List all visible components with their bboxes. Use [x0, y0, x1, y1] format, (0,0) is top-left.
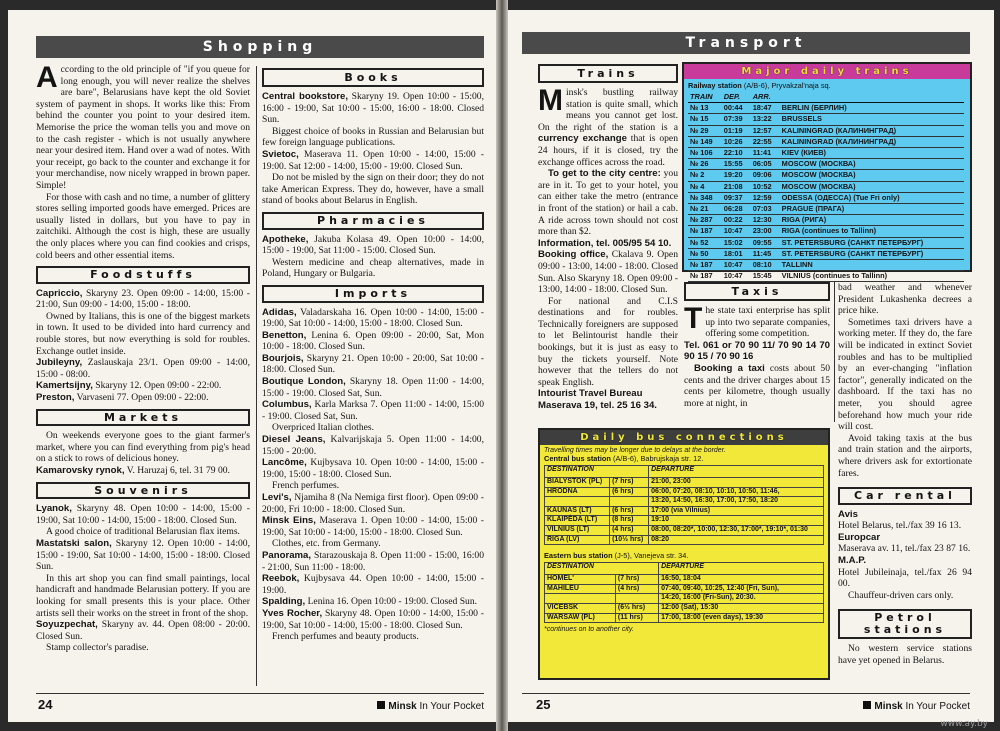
souvenirs-heading: Souvenirs [36, 482, 250, 500]
table-cell: MOSCOW (МОСКВА) [780, 181, 964, 192]
table-row [545, 613, 824, 623]
car-rental-heading: Car rental [838, 487, 972, 505]
table-row [688, 159, 964, 170]
table-cell: DEP. [722, 92, 751, 103]
major-trains-title: Major daily trains [684, 64, 970, 79]
kamertsijny-entry: Kamertsijny, Skaryny 12. Open 09:00 - 22:00. [36, 380, 222, 392]
table-row [688, 271, 964, 282]
table-cell: 11:45 [751, 248, 780, 259]
table-cell: 17:00 (via Vilnius) [649, 506, 824, 516]
table-row [545, 506, 824, 516]
table-cell: (4 hrs) [615, 584, 658, 594]
adidas-entry: Adidas, Valadarskaha 16. Open 10:00 - 14:00, 15:00 - 19:00, Sat 10:00 - 14:00, 15:00 - 18:00. Closed Sun. [262, 306, 484, 330]
mastatski-entry: Mastatski salon, Skaryny 12. Open 10:00 - 14:00, 15:00 - 19:00, Sat 10:00 - 14:00, 15:00 - 18:00. Closed Sun. [36, 537, 250, 573]
table-row [545, 497, 824, 507]
table-cell: 19:10 [649, 516, 824, 526]
table-cell: 01:19 [722, 125, 751, 136]
table-cell: KLAIPĖDA (LT) [545, 516, 610, 526]
table-header-row [545, 563, 824, 575]
yves-rocher-entry: Yves Rocher, Skaryny 48. Open 10:00 - 14:00, 15:00 - 19:00, Sat 10:00 - 14:00, 15:00 - 18:00. Closed Sun. [262, 607, 484, 631]
bus-box [538, 428, 830, 680]
taxi-cont-1: bad weather and whenever President Lukashenka decrees a price hike. [838, 282, 972, 317]
table-cell: 06:28 [722, 204, 751, 215]
table-header-row [545, 466, 824, 478]
svietoc-entry: Svietoc, Maserava 11. Open 10:00 - 14:00, 15:00 - 19:00. Sat 12:00 - 14:00, 15:00 - 19:00. Closed Sun. [262, 148, 484, 172]
table-cell: 06:05 [751, 159, 780, 170]
table-row [545, 487, 824, 497]
eastern-bus-table [544, 562, 824, 623]
info-tel: Information, tel. 005/95 54 10. [538, 237, 672, 249]
table-cell: 18:47 [751, 103, 780, 114]
table-cell [545, 497, 610, 507]
table-cell: DEPARTURE [659, 563, 824, 575]
lancome-entry: Lancôme, Kujbysava 10. Open 10:00 - 14:00, 15:00 - 19:00, 15:00 - 18:00. Closed Sun. [262, 457, 484, 480]
table-cell: TALLINN [780, 260, 964, 271]
destination-header: DESTINATION [545, 563, 659, 575]
apotheke-desc: Western medicine and cheap alternatives, made in Poland, Hungary or Bulgaria. [262, 256, 484, 280]
intourist-name: Intourist Travel Bureau [538, 388, 643, 400]
table-cell: 08:20 [649, 535, 824, 545]
intro-paragraph-2: For those with cash and no time, a number of glittery stores selling imported goods have emerged. Prices are usually listed in dollars, but you have to pay in zaitchiki. Although the cost is high, these are usually the only places where you can find cookies and crisps, cold beers and other essential items. [36, 191, 250, 261]
table-cell: 22:55 [751, 136, 780, 147]
watermark: www.ay.by [940, 719, 988, 729]
avis-name: Avis [838, 508, 858, 520]
central-bookstore-entry: Central bookstore, Skaryny 19. Open 10:00 - 15:00, 16:00 - 19:00, Sat 10:00 - 15:00, 16:00 - 18:00. Closed Sun. [262, 91, 484, 126]
page-number: 25 [536, 697, 551, 712]
table-row [688, 260, 964, 271]
table-cell: 12:59 [751, 192, 780, 203]
table-row [545, 603, 824, 613]
table-cell: KAUNAS (LT) [545, 506, 610, 516]
taxi-cont-3: Avoid taking taxis at the bus and train station and the airports, where drivers ask for extortionate fares. [838, 432, 972, 479]
brand-square-icon [377, 701, 385, 709]
table-cell: KIEV (КИЕВ) [780, 148, 964, 159]
lyanok-entry: Lyanok, Skaryny 48. Open 10:00 - 14:00, 15:00 - 19:00, Sat 10:00 - 14:00, 15:00 - 18:00. Closed Sun. [36, 503, 250, 526]
dropcap-a: A [36, 61, 58, 94]
table-header-row [688, 92, 964, 103]
trains-column [538, 64, 678, 412]
column-divider [256, 66, 257, 686]
table-cell: 10:26 [722, 136, 751, 147]
table-cell: № 13 [688, 103, 722, 114]
table-cell: 09:37 [722, 192, 751, 203]
table-cell: BIALYSTOK (PL) [545, 478, 610, 488]
table-cell: 07:03 [751, 204, 780, 215]
taxis-continued-column [838, 282, 972, 667]
table-cell: RIGA (continues to Tallinn) [780, 226, 964, 237]
table-cell: VILNIUS (continues to Tallinn) [780, 271, 964, 282]
svietoc-desc: Do not be misled by the sign on their door; they do not take American Express. They do, however, have a small stand of books about Belarus in English. [262, 172, 484, 207]
table-row [545, 535, 824, 545]
taxi-divider [834, 282, 835, 422]
table-cell: № 26 [688, 159, 722, 170]
table-cell: KALININGRAD (КАЛИНИНГРАД) [780, 125, 964, 136]
trains-intro: Minsk's bustling railway station is quite small, which means you cannot get lost. On the right of the station is a currency exchange that is open 24 hours, if it is closed, try the exchange offices across the road. [538, 84, 678, 168]
table-cell: № 348 [688, 192, 722, 203]
bourjois-entry: Bourjois, Skaryny 21. Open 10:00 - 20:00, Sat 10:00 - 18:00. Closed Sun. [262, 352, 484, 376]
markets-heading: Markets [36, 409, 250, 427]
table-row [545, 478, 824, 488]
table-cell: BERLIN (БЕРЛИН) [780, 103, 964, 114]
kamarovsky-entry: Kamarovsky rynok, V. Haruzaj 6, tel. 31 79 00. [36, 465, 230, 476]
booking-office-entry: Booking office, Ckalava 9. Open 09:00 - 13:00, 14:00 - 18:00. Closed Sun. Also Skaryny 18. Open 09:00 - 13:00, 14:00 - 18:00. Closed Sun. [538, 249, 678, 296]
table-cell [545, 594, 616, 604]
table-cell: MAHILEU [545, 584, 616, 594]
shopping-right-column [262, 68, 484, 643]
central-bus-table [544, 465, 824, 545]
table-cell: PRAGUE (ПРАГА) [780, 204, 964, 215]
footer-rule [36, 693, 484, 694]
table-row [545, 594, 824, 604]
table-cell: 18:01 [722, 248, 751, 259]
table-row [688, 103, 964, 114]
table-row [688, 181, 964, 192]
petrol-text: No western service stations have yet opened in Belarus. [838, 643, 972, 667]
table-row [688, 192, 964, 203]
markets-desc: On weekends everyone goes to the giant farmer's market, where you can find everything from pig's head on a stick to rows of delicious honey. [36, 430, 250, 465]
table-cell: (11 hrs) [615, 613, 658, 623]
table-cell: TRAIN [688, 92, 722, 103]
table-cell: 15:02 [722, 237, 751, 248]
table-cell: 00:44 [722, 103, 751, 114]
preston-entry: Preston, Varvaseni 77. Open 09:00 - 22:00. [36, 392, 209, 404]
table-cell: 08:10 [751, 260, 780, 271]
table-row [688, 226, 964, 237]
table-cell: WARSAW (PL) [545, 613, 616, 623]
table-cell: 08:00, 08:20*, 10:00, 12:30, 17:00*, 19:10*, 01:30 [649, 525, 824, 535]
trains-heading: Trains [538, 64, 678, 83]
footer-rule [522, 693, 970, 694]
map-info: Hotel Jubileinaja, tel./fax 26 94 00. [838, 566, 972, 590]
taxi-booking: Booking a taxi costs about 50 cents and the driver charges about 15 cents per kilometre, though usually more at night, in [684, 362, 830, 409]
reebok-entry: Reebok, Kujbysava 44. Open 10:00 - 14:00, 15:00 - 19:00. [262, 573, 484, 596]
table-cell [615, 594, 658, 604]
table-cell: № 2 [688, 170, 722, 181]
europcar-info: Maserava av. 11, tel./fax 23 87 16. [838, 543, 971, 555]
transport-banner: Transport [522, 32, 970, 54]
table-cell: 10:47 [722, 260, 751, 271]
lyanok-desc: A good choice of traditional Belarusian flax items. [46, 526, 240, 538]
table-cell: 16:50, 18:04 [659, 575, 824, 585]
taxi-cont-2: Sometimes taxi drivers have a working meter. If they do, the fare will be indicated in extinct Soviet roubles and has to be multiplied by an ever-changing "inflation factor", generally indicated on the dashboard. If the taxi has no meter, you should agree beforehand how much your ride will cost. [838, 316, 972, 433]
map-desc: Chauffeur-driven cars only. [848, 589, 954, 601]
table-cell: 15:55 [722, 159, 751, 170]
jubileyny-entry: Jubileyny, Zaslauskaja 23/1. Open 09:00 - 14:00, 15:00 - 08:00. [36, 357, 250, 380]
city-centre-para: To get to the city centre: you are in it. To get to your hotel, you can either take the metro (entrance in front of the station) or hail a cab. A ride across town should not cost more than $2. [538, 168, 678, 238]
table-cell: 10:47 [722, 271, 751, 282]
books-heading: Books [262, 68, 484, 87]
table-row [545, 525, 824, 535]
table-cell: 14:20, 16:00 (Fri-Sun), 20:30. [659, 594, 824, 604]
central-station-line: Central bus station (A/B-6), Babrujskaja str. 12. [544, 454, 704, 463]
table-row [688, 125, 964, 136]
table-cell: 13:20, 14:50, 16:30, 17:00, 17:50, 18:20 [649, 497, 824, 507]
soyuzpechat-entry: Soyuzpechat, Skaryny av. 44. Open 08:00 - 20:00. Closed Sun. [36, 619, 250, 642]
table-cell: № 4 [688, 181, 722, 192]
footer-brand: Minsk In Your Pocket [377, 701, 484, 712]
capriccio-desc: Owned by Italians, this is one of the biggest markets in town. It used to be divided into hard currency and rouble stores, but now everything is sold for roubles. Exchange outlet inside. [36, 310, 250, 357]
table-cell: ARR. [751, 92, 780, 103]
spalding-entry: Spalding, Lenina 16. Open 10:00 - 19:00. Closed Sun. [262, 596, 478, 608]
soyuzpechat-desc: Stamp collector's paradise. [46, 642, 149, 654]
table-cell: 19:20 [722, 170, 751, 181]
table-cell: ODESSA (ОДЕССА) (Tue Fri only) [780, 192, 964, 203]
intro-paragraph: According to the old principle of "if you queue for long enough, you will never realize the shelves are bare", Belarusians have kept the old Soviet system of payment in shops. It works like this: From behind the counter you point to your desired item. Memorise the price the woman tells you and move on to the cash register - which is not usually anywhere near your desired item. Hand over a wad of notes. With your receipt, go back to the counter and exchange it for your merchandise, now nicely wrapped in brown paper. Simple! [36, 61, 250, 191]
minsk-eins-desc: Clothes, etc. from Germany. [272, 538, 381, 550]
table-cell: № 52 [688, 237, 722, 248]
table-cell: 12:00 (Sat), 15:30 [659, 603, 824, 613]
table-cell [610, 497, 649, 507]
table-cell: (6½ hrs) [615, 603, 658, 613]
table-cell: 00:22 [722, 215, 751, 226]
taxis-column [684, 282, 830, 409]
table-cell: 15:45 [751, 271, 780, 282]
table-cell: № 15 [688, 114, 722, 125]
table-cell: HRODNA [545, 487, 610, 497]
table-row [688, 136, 964, 147]
table-cell: 11:41 [751, 148, 780, 159]
book-gutter [496, 0, 508, 731]
table-row [688, 148, 964, 159]
bus-footnote: *continues on to another city. [544, 626, 634, 634]
table-cell: ST. PETERSBURG (САНКТ ПЕТЕРБУРГ) [780, 248, 964, 259]
major-trains-box [682, 62, 972, 281]
table-cell: № 149 [688, 136, 722, 147]
table-row [545, 584, 824, 594]
table-row [688, 237, 964, 248]
minsk-eins-entry: Minsk Eins, Maserava 1. Open 10:00 - 14:00, 15:00 - 19:00, Sat 10:00 - 14:00, 15:00 - 18:00. Closed Sun. [262, 515, 484, 538]
table-cell: № 187 [688, 226, 722, 237]
yves-rocher-desc: French perfumes and beauty products. [272, 631, 419, 643]
bus-note: Travelling times may be longer due to delays at the border. [544, 447, 726, 454]
table-row [688, 114, 964, 125]
table-row [545, 575, 824, 585]
table-cell: № 287 [688, 215, 722, 226]
columbus-entry: Columbus, Karla Marksa 7. Open 11:00 - 14:00, 15:00 - 19:00. Closed Sat, Sun. [262, 399, 484, 422]
table-cell: MOSCOW (МОСКВА) [780, 170, 964, 181]
benetton-entry: Benetton, Lenina 6. Open 09:00 - 20:00, Sat, Mon 10:00 - 18:00. Closed Sun. [262, 329, 484, 353]
taxis-intro: The state taxi enterprise has split up into two separate companies, offering some competition. [684, 302, 830, 340]
lancome-desc: French perfumes. [272, 480, 340, 492]
mastatski-desc: In this art shop you can find small paintings, local handicraft and handmade Belarusian pottery. If you are looking for small presents this is your place. Other artists sell their works on the street in front of the shop. [36, 572, 250, 619]
table-cell: (10½ hrs) [610, 535, 649, 545]
shopping-left-column [36, 61, 250, 654]
table-cell: BRUSSELS [780, 114, 964, 125]
dropcap-m: M [538, 84, 563, 117]
table-cell: № 187 [688, 271, 722, 282]
table-cell: (6 hrs) [610, 487, 649, 497]
dropcap-t: T [684, 302, 703, 335]
table-cell: 12:30 [751, 215, 780, 226]
table-row [545, 516, 824, 526]
railway-station-line: Railway station (A/B-6), Pryvakzal'naja sq. [688, 81, 831, 90]
table-cell: (8 hrs) [610, 516, 649, 526]
table-cell: 10:47 [722, 226, 751, 237]
pharmacies-heading: Pharmacies [262, 212, 484, 230]
avis-info: Hotel Belarus, tel./fax 39 16 13. [838, 520, 962, 532]
levis-entry: Levi's, Njamiha 8 (Na Nemiga first floor). Open 09:00 - 20:00, Fri 10:00 - 18:00. Closed Sun. [262, 492, 484, 515]
foodstuffs-heading: Foodstuffs [36, 266, 250, 284]
table-cell: DEPARTURE [649, 466, 824, 478]
table-cell: 10:52 [751, 181, 780, 192]
left-page [8, 10, 496, 722]
columbus-desc: Overpriced Italian clothes. [272, 422, 375, 434]
table-cell: 22:10 [722, 148, 751, 159]
table-cell: 09:55 [751, 237, 780, 248]
taxi-tel: Tel. 061 or 70 90 11/ 70 90 14 70 90 15 / 70 90 16 [684, 339, 830, 363]
table-cell: 07:39 [722, 114, 751, 125]
table-cell: № 50 [688, 248, 722, 259]
right-page [508, 10, 994, 722]
table-cell: HOMEL' [545, 575, 616, 585]
table-cell: RIGA (LV) [545, 535, 610, 545]
table-cell: 12:57 [751, 125, 780, 136]
table-cell: 06:00, 07:20, 08:10, 10:10, 10:50, 11:46, [649, 487, 824, 497]
table-cell: (6 hrs) [610, 506, 649, 516]
europcar-name: Europcar [838, 531, 881, 543]
table-cell: 21:00, 23:00 [649, 478, 824, 488]
map-name: M.A.P. [838, 555, 867, 567]
imports-heading: Imports [262, 285, 484, 303]
capriccio-entry: Capriccio, Skaryny 23. Open 09:00 - 14:00, 15:00 - 21:00, Sun 09:00 - 14:00, 15:00 - 18:00. [36, 287, 250, 311]
destination-header: DESTINATION [545, 466, 649, 478]
table-cell: VILNIUS (LT) [545, 525, 610, 535]
bus-title: Daily bus connections [540, 430, 828, 445]
table-cell: (7 hrs) [615, 575, 658, 585]
shopping-banner: Shopping [36, 36, 484, 58]
apotheke-entry: Apotheke, Jakuba Kolasa 49. Open 10:00 - 14:00, 15:00 - 19:00, Sat 11:00 - 15:00. Closed Sun. [262, 233, 484, 257]
table-cell: № 29 [688, 125, 722, 136]
table-row [688, 215, 964, 226]
table-cell: № 106 [688, 148, 722, 159]
table-cell: № 187 [688, 260, 722, 271]
table-cell: (4 hrs) [610, 525, 649, 535]
table-cell: ST. PETERSBURG (САНКТ ПЕТЕРБУРГ) [780, 237, 964, 248]
table-cell: 13:22 [751, 114, 780, 125]
table-cell: 23:00 [751, 226, 780, 237]
table-cell: 09:06 [751, 170, 780, 181]
brand-square-icon [863, 701, 871, 709]
table-row [688, 248, 964, 259]
page-number: 24 [38, 697, 53, 712]
table-cell: (7 hrs) [610, 478, 649, 488]
table-cell [780, 92, 964, 103]
table-cell: VICEBSK [545, 603, 616, 613]
table-cell: 07:40, 09:40, 10:25, 12:40 (Fri, Sun), [659, 584, 824, 594]
table-row [688, 204, 964, 215]
taxis-heading: Taxis [684, 282, 830, 301]
table-cell: 17:00, 18:00 (even days), 19:30 [659, 613, 824, 623]
footer-brand: Minsk In Your Pocket [863, 701, 970, 712]
table-cell: 21:08 [722, 181, 751, 192]
eastern-station-line: Eastern bus station (J-5), Vanejeva str. 34. [544, 551, 689, 561]
major-trains-table [688, 92, 964, 282]
boutique-london-entry: Boutique London, Skaryny 18. Open 11:00 - 14:00, 15:00 - 19:00. Closed Sat, Sun. [262, 376, 484, 399]
diesel-entry: Diesel Jeans, Kalvarijskaja 5. Open 11:00 - 14:00, 15:00 - 20:00. [262, 434, 484, 457]
trains-note: For national and C.I.S destinations and for roubles. Technically foreigners are supposed to let Belintourist handle their bookings, but it is just as easy to buy the tickets yourself. Note however that the tellers do not speak English. [538, 295, 678, 388]
petrol-stations-heading: Petrol stations [838, 609, 972, 639]
table-cell: № 21 [688, 204, 722, 215]
panorama-entry: Panorama, Starazouskaja 8. Open 11:00 - 15:00, 16:00 - 21:00, Sun 11:00 - 18:00. [262, 549, 484, 573]
table-cell: RIGA (РИГА) [780, 215, 964, 226]
table-row [688, 170, 964, 181]
table-cell: MOSCOW (МОСКВА) [780, 159, 964, 170]
intourist-addr: Maserava 19, tel. 25 16 34. [538, 400, 657, 412]
table-cell: KALININGRAD (КАЛИНИНГРАД) [780, 136, 964, 147]
central-bookstore-desc: Biggest choice of books in Russian and Belarusian but few foreign language publications. [262, 125, 484, 149]
